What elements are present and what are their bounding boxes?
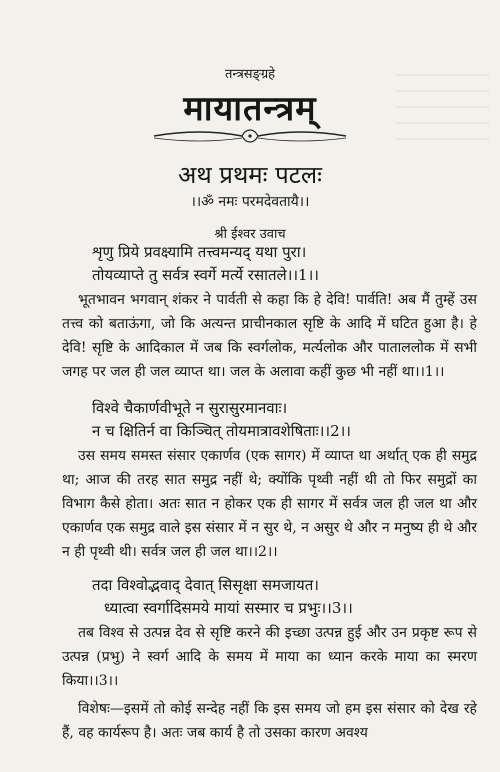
special-note (62, 697, 477, 745)
verse-2-line-1: विश्वे चैकार्णवीभूते न सुरासुरमानवाः। (92, 399, 288, 417)
commentary-2 (62, 444, 477, 564)
commentary-3-text: तब विश्व से उत्पन्न देव से सृष्टि करने की इच्छा उत्पन्न हुई और उन प्रकृष्ट रूप से उत्पन्न (प्रभु) ने स्वर्ग आदि के समय में माया का ध्यान करके माया का स्मरण किया।।3।। (62, 625, 477, 689)
verse-3-line-1: तदा विश्वोद्भवाद् देवात् सिसृक्षा समजायत। (92, 576, 319, 594)
speaker-line: श्री ईश्वर उवाच (214, 227, 286, 242)
commentary-3 (62, 621, 477, 693)
verse-1-line-2: तोयव्याप्ते तु सर्वत्र स्वर्गे मर्त्ये रसातले।।1।। (92, 266, 319, 284)
commentary-1-text: भूतभावन भगवान् शंकर ने पार्वती से कहा कि हे देवि! पार्वति! अब मैं तुम्हें उस तत्त्व को बताऊंगा, जो कि अत्यन्त प्राचीनकाल सृष्टि के आदि में घटित हुआ है। हे देवि! सृष्टि के आदिकाल में जब कि स्वर्गलोक, मर्त्यलोक और पाताललोक में सभी जगह पर जल ही जल व्याप्त था। जल के अलावा कहीं कुछ भी नहीं था।।1।। (62, 292, 477, 380)
book-title: मायातन्त्रम् (183, 89, 317, 129)
chapter-title: अथ प्रथमः पटलः (178, 161, 322, 189)
commentary-1 (62, 288, 477, 384)
verse-1-line-1: शृणु प्रिये प्रवक्ष्यामि तत्त्वमन्यद् यथा पुरा। (92, 243, 307, 261)
commentary-2-text: उस समय समस्त संसार एकार्णव (एक सागर) में व्याप्त था अर्थात् एक ही समुद्र था; आज की तरह सात समुद्र नहीं थे; क्योंकि पृथ्वी नहीं थी तो फिर समुद्रों का विभाग कैसे होता। अतः सात न होकर एक ही सागर में सर्वत्र जल ही जल था और एकार्णव एक समुद्र वाले इस संसार में न सुर थे, न असुर थे और न मनुष्य ही थे और न ही पृथ्वी थी। सर्वत्र जल ही जल था।।2।। (62, 448, 477, 560)
special-note-text: विशेषः—इसमें तो कोई सन्देह नहीं कि इस समय जो हम इस संसार को देख रहे हैं, वह कार्यरूप है। अतः जब कार्य है तो उसका कारण अवश्य (62, 701, 477, 741)
verse-2-line-2: न च क्षितिर्न वा किञ्चित् तोयमात्रावशेषिताः।।2।। (92, 422, 351, 440)
running-header: तन्त्रसङ्ग्रहे (224, 67, 276, 82)
invocation-line: ।।ॐ नमः परमदेवतायै।। (190, 194, 310, 210)
verse-3-line-2: ध्यात्वा स्वर्गादिसमये मायां सस्मार च प्रभुः।।3।। (104, 599, 353, 617)
ornament-divider (150, 126, 350, 146)
